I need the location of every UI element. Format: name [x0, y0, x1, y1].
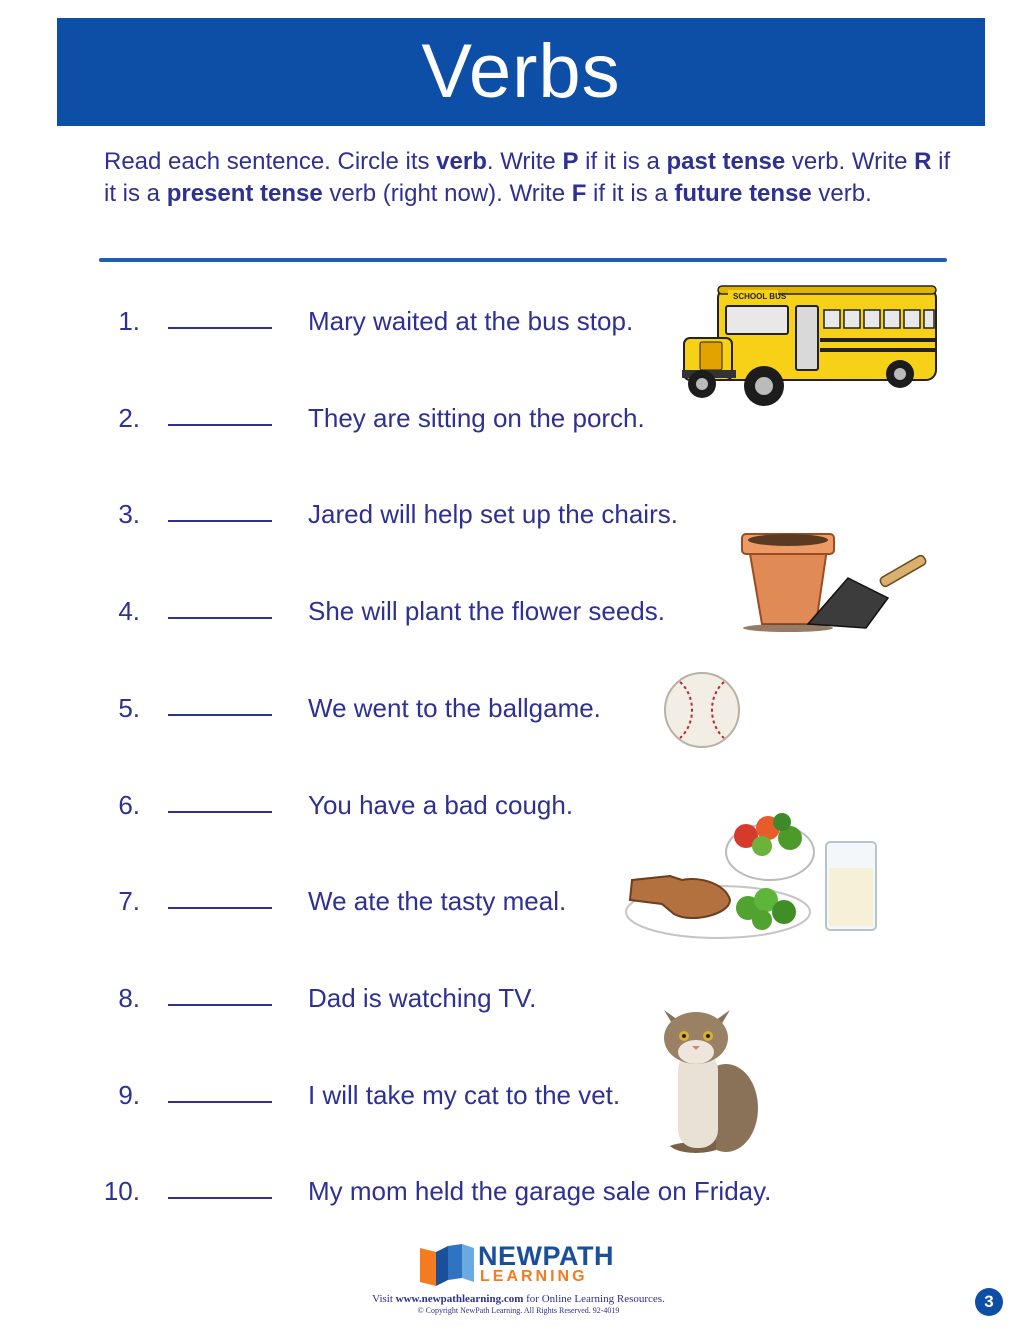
answer-blank[interactable]	[168, 978, 272, 1006]
question-number: 2.	[118, 403, 140, 433]
instr-text: if it is a	[104, 148, 951, 207]
question-number: 3.	[118, 499, 140, 529]
footer-text: Visit	[372, 1293, 396, 1305]
instr-text: if it is a	[586, 180, 675, 207]
footer-text: for Online Learning Resources.	[523, 1293, 665, 1305]
question-number: 1.	[118, 306, 140, 336]
divider	[99, 258, 947, 262]
question-9	[0, 1075, 1029, 1115]
instr-text: verb (right now). Write	[322, 180, 572, 207]
instr-text: verb. Write	[785, 148, 915, 175]
question-sentence: They are sitting on the porch.	[308, 403, 645, 433]
instr-text: if it is a	[578, 148, 667, 175]
logo-newpath-text: NEWPATH	[478, 1241, 614, 1271]
question-number: 6.	[118, 790, 140, 820]
question-sentence: We ate the tasty meal.	[308, 886, 567, 916]
question-number: 9.	[118, 1080, 140, 1110]
school-bus-image	[678, 282, 940, 414]
question-8	[0, 978, 1029, 1018]
question-sentence: My mom held the garage sale on Friday.	[308, 1176, 772, 1206]
question-number: 10.	[103, 1176, 140, 1206]
question-10	[0, 1171, 1029, 1211]
answer-blank[interactable]	[168, 785, 272, 813]
question-number: 7.	[118, 886, 140, 916]
question-sentence: Dad is watching TV.	[308, 983, 537, 1013]
instr-text: verb.	[811, 180, 872, 207]
answer-blank[interactable]	[168, 1075, 272, 1103]
question-number: 8.	[118, 983, 140, 1013]
instr-bold: F	[571, 180, 587, 207]
answer-blank[interactable]	[168, 881, 272, 909]
instr-bold: past tense	[666, 148, 786, 175]
title-banner	[57, 18, 985, 126]
answer-blank[interactable]	[168, 688, 272, 716]
book-logo-icon	[418, 1242, 476, 1288]
page-title: Verbs	[421, 29, 621, 114]
question-sentence: We went to the ballgame.	[308, 693, 601, 723]
footer-copyright: © Copyright NewPath Learning. All Rights Reserved. 92-4019	[417, 1306, 620, 1315]
question-number: 4.	[118, 596, 140, 626]
baseball-image	[662, 670, 742, 750]
instr-bold: present tense	[166, 180, 323, 207]
answer-blank[interactable]	[168, 1171, 272, 1199]
page-number: 3	[975, 1288, 1003, 1316]
answer-blank[interactable]	[168, 398, 272, 426]
instr-text: . Write	[486, 148, 563, 175]
flower-pot-trowel-image	[738, 528, 938, 636]
question-sentence: Jared will help set up the chairs.	[308, 499, 678, 529]
question-number: 5.	[118, 693, 140, 723]
footer-url[interactable]: www.newpathlearning.com	[395, 1293, 524, 1305]
answer-blank[interactable]	[168, 591, 272, 619]
question-sentence: Mary waited at the bus stop.	[308, 306, 634, 336]
instructions	[104, 146, 954, 210]
answer-blank[interactable]	[168, 301, 272, 329]
newpath-logo	[418, 1242, 628, 1288]
meal-image	[622, 808, 882, 946]
instr-bold: verb	[436, 148, 487, 175]
logo-learning-text: LEARNING	[480, 1268, 588, 1285]
question-sentence: I will take my cat to the vet.	[308, 1080, 621, 1110]
question-5	[0, 688, 1029, 728]
instr-text: Read each sentence. Circle its	[104, 148, 437, 175]
answer-blank[interactable]	[168, 494, 272, 522]
bus-sign: SCHOOL BUS	[733, 292, 787, 301]
question-sentence: She will plant the flower seeds.	[308, 596, 665, 626]
instr-bold: P	[562, 148, 579, 175]
question-sentence: You have a bad cough.	[308, 790, 574, 820]
cat-image	[656, 1000, 760, 1158]
instr-bold: future tense	[674, 180, 812, 207]
footer-visit	[0, 1293, 1029, 1305]
instr-bold: R	[914, 148, 932, 175]
